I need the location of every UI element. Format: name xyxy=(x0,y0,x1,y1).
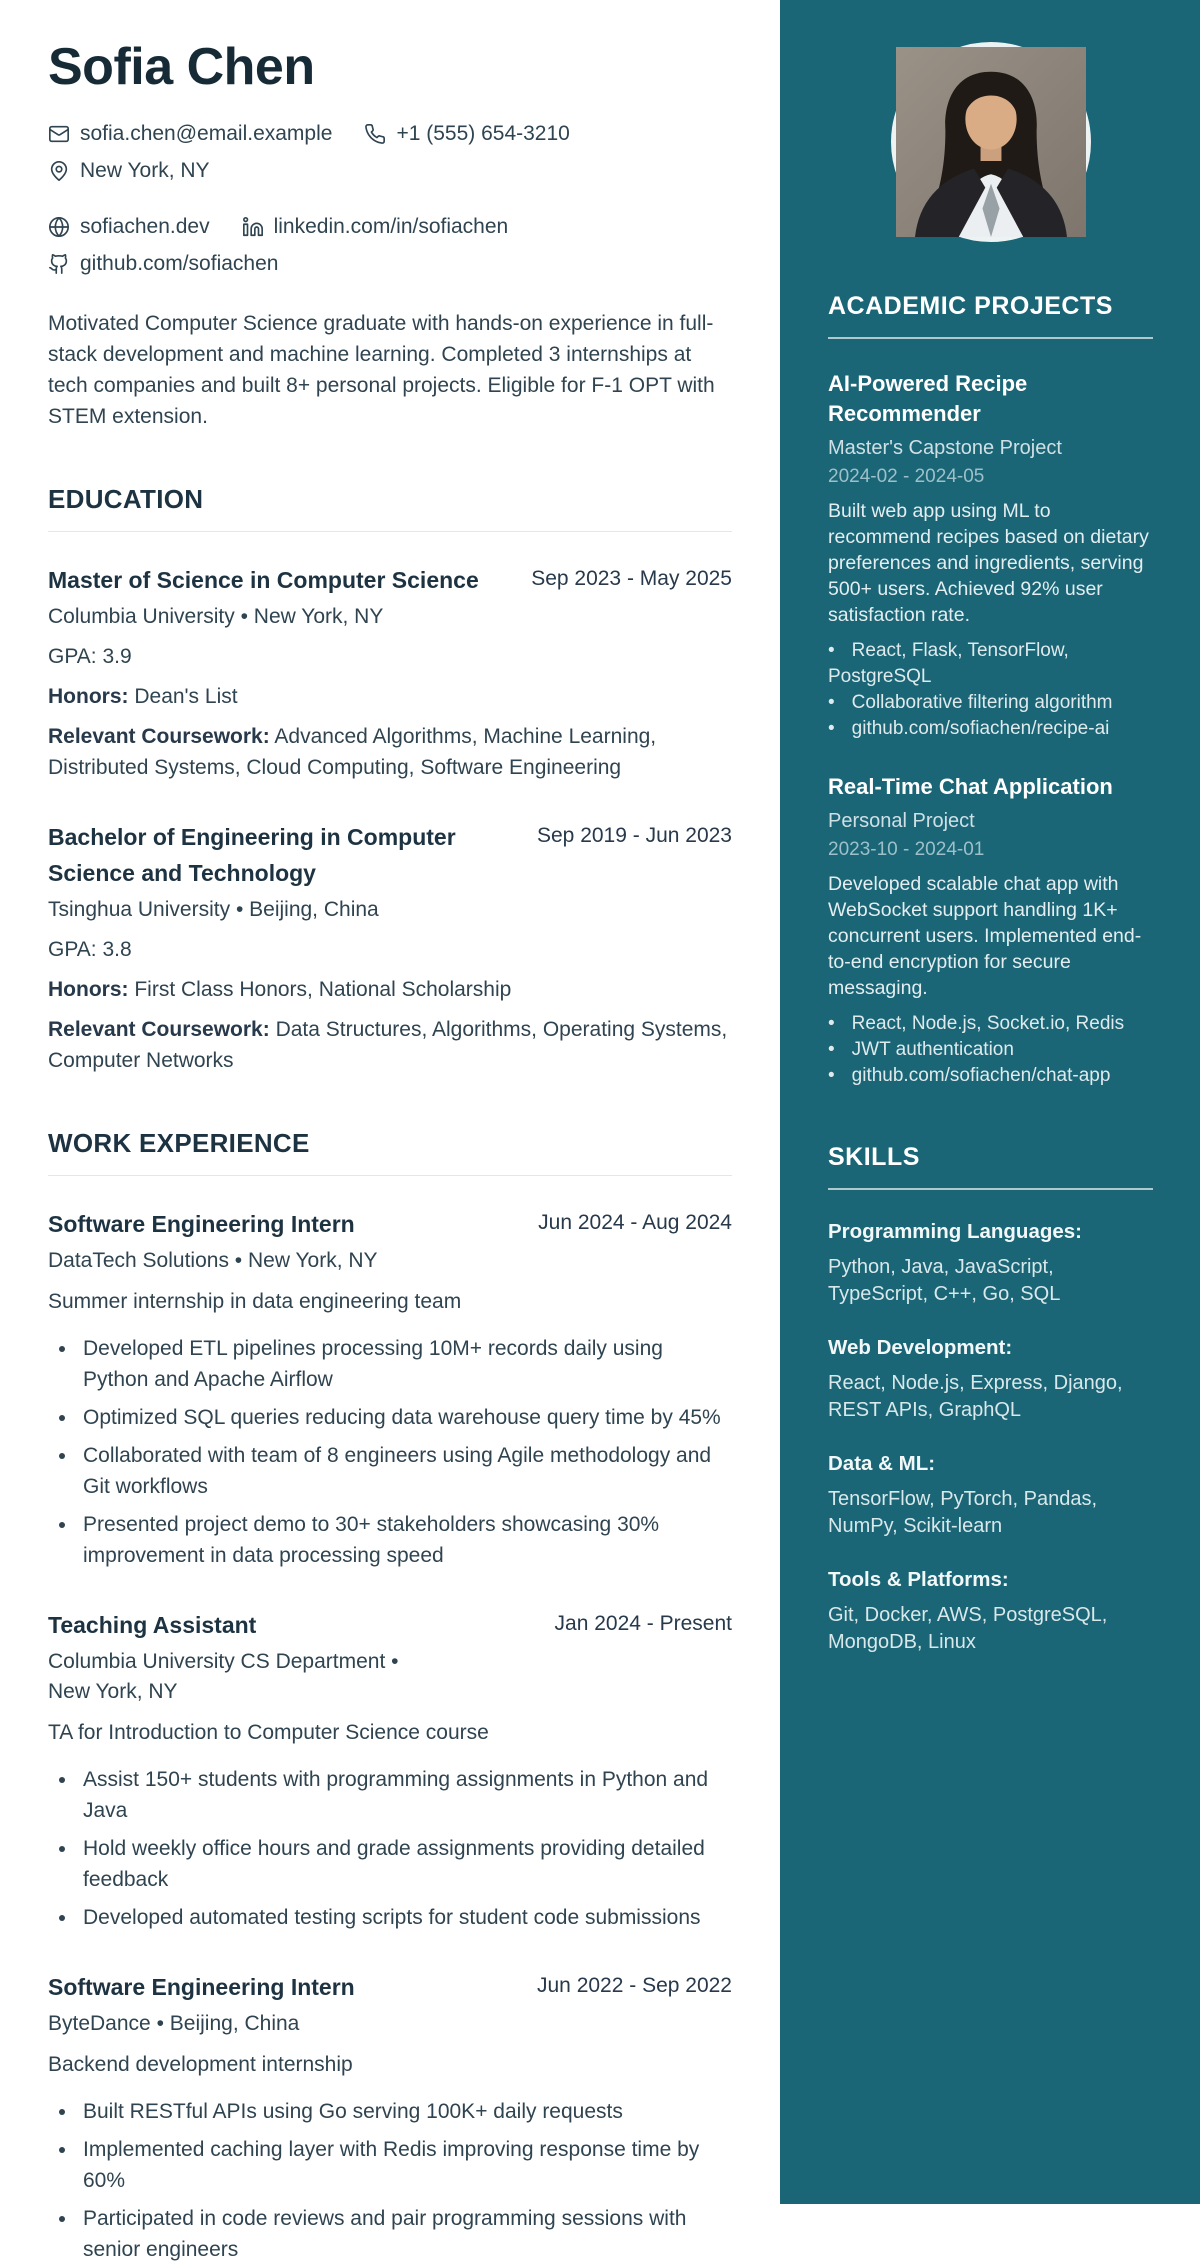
degree-title: Master of Science in Computer Science xyxy=(48,566,479,593)
coursework-label: Relevant Coursework: xyxy=(48,724,270,748)
school-name: Columbia University xyxy=(48,604,235,628)
job-title: Teaching Assistant xyxy=(48,1611,257,1638)
contact-website-text: sofiachen.dev xyxy=(80,214,210,238)
company-name: ByteDance xyxy=(48,2011,151,2035)
company-location: Beijing, China xyxy=(169,2011,300,2035)
job-bullet: • Implemented caching layer with Redis improving response time by 60% xyxy=(78,2134,732,2196)
coursework-label: Relevant Coursework: xyxy=(48,1017,270,1041)
job-summary: Summer internship in data engineering team xyxy=(48,1289,462,1313)
company-line xyxy=(48,2009,732,2039)
contact-email-text: sofia.chen@email.example xyxy=(80,121,333,145)
honors-line xyxy=(48,681,732,712)
contact-linkedin xyxy=(242,215,509,239)
contact-linkedin-text: linkedin.com/in/sofiachen xyxy=(273,214,509,238)
skill-group xyxy=(828,1336,1153,1424)
job-bullets xyxy=(48,2096,732,2265)
contact-location xyxy=(48,159,210,183)
skill-group-label: Programming Languages: xyxy=(828,1220,1083,1243)
job-summary: Backend development internship xyxy=(48,2052,353,2076)
job-bullet: • Assist 150+ students with programming assignments in Python and Java xyxy=(78,1764,732,1826)
dot-separator: • xyxy=(240,604,248,628)
skills-body xyxy=(828,1190,1153,1656)
skills-section xyxy=(828,1143,1153,1656)
phone-icon xyxy=(364,123,386,145)
contact-phone xyxy=(364,122,569,146)
dot-separator: • xyxy=(156,2011,164,2035)
contact-github xyxy=(48,252,278,276)
job-bullet: • Collaborated with team of 8 engineers using Agile methodology and Git workflows xyxy=(78,1440,732,1502)
contact-github-text: github.com/sofiachen xyxy=(80,251,279,275)
project-subtitle: Master's Capstone Project xyxy=(828,437,1062,459)
honors-label: Honors: xyxy=(48,977,129,1001)
contact-phone-text: +1 (555) 654-3210 xyxy=(396,121,570,145)
dot-separator: • xyxy=(235,897,244,921)
honors-value: Dean's List xyxy=(134,684,238,708)
skills-section-title: SKILLS xyxy=(828,1143,1153,1190)
experience-section-title: WORK EXPERIENCE xyxy=(48,1128,732,1176)
company-location: New York, NY xyxy=(48,1679,178,1703)
education-section-title: EDUCATION xyxy=(48,484,732,532)
company-line xyxy=(48,1246,526,1276)
contact-website xyxy=(48,215,210,239)
honors-label: Honors: xyxy=(48,684,129,708)
education-title-row xyxy=(48,562,732,598)
company-location: New York, NY xyxy=(248,1248,378,1272)
dot-separator: • xyxy=(234,1248,243,1272)
project-bullets xyxy=(828,638,1153,742)
job-dates: Jun 2022 - Sep 2022 xyxy=(537,1973,732,1997)
project-bullet: • github.com/sofiachen/recipe-ai xyxy=(828,716,1153,742)
project-bullet: • Collaborative filtering algorithm xyxy=(828,690,1153,716)
coursework-value: Data Structures, Algorithms, Operating Systems, Computer Networks xyxy=(48,1017,728,1072)
school-line xyxy=(48,602,732,632)
coursework-line xyxy=(48,721,732,783)
coursework-value: Advanced Algorithms, Machine Learning, Distributed Systems, Cloud Computing, Software Engineering xyxy=(48,724,657,779)
job-bullet: • Optimized SQL queries reducing data warehouse query time by 45% xyxy=(78,1402,732,1433)
project-subtitle: Personal Project xyxy=(828,810,975,832)
job-bullet: • Developed ETL pipelines processing 10M+ records daily using Python and Apache Airflow xyxy=(78,1333,732,1395)
skill-group xyxy=(828,1220,1153,1308)
gpa-line: GPA: 3.9 xyxy=(48,644,132,668)
project-dates: 2024-02 - 2024-05 xyxy=(828,466,985,487)
map-pin-icon xyxy=(48,160,70,182)
education-item xyxy=(48,562,732,783)
job-title: Software Engineering Intern xyxy=(48,1973,355,2000)
contact-email xyxy=(48,122,332,146)
profile-photo xyxy=(891,42,1091,242)
experience-title-row xyxy=(48,1206,732,1242)
person-name: Sofia Chen xyxy=(48,38,315,96)
project-name: AI-Powered Recipe Recommender xyxy=(828,371,1028,426)
project-bullet: • React, Flask, TensorFlow, PostgreSQL xyxy=(828,638,1153,690)
job-bullet: • Developed automated testing scripts for student code submissions xyxy=(78,1902,732,1933)
projects-section xyxy=(828,339,1153,1089)
profile-summary: Motivated Computer Science graduate with hands-on experience in full-stack development and machine learning. Completed 3 internships at tech companies and built 8+ personal projects. Eligible for F-1 OPT with STEM extension. xyxy=(48,311,715,428)
project-bullet: • github.com/sofiachen/chat-app xyxy=(828,1063,1153,1089)
education-dates: Sep 2019 - Jun 2023 xyxy=(537,823,732,847)
contact-location-text: New York, NY xyxy=(80,158,210,182)
job-bullets xyxy=(48,1764,732,1933)
job-bullet: • Hold weekly office hours and grade assignments providing detailed feedback xyxy=(78,1833,732,1895)
job-title: Software Engineering Intern xyxy=(48,1210,355,1237)
experience-item xyxy=(48,1206,732,1571)
skill-group-value: React, Node.js, Express, Django, REST APIs, GraphQL xyxy=(828,1372,1123,1421)
skill-group-label: Tools & Platforms: xyxy=(828,1568,1009,1591)
dot-separator: • xyxy=(391,1649,399,1673)
job-bullet: • Presented project demo to 30+ stakeholders showcasing 30% improvement in data processing speed xyxy=(78,1509,732,1571)
skill-group-label: Web Development: xyxy=(828,1336,1013,1359)
project-item xyxy=(828,772,1153,1089)
education-section xyxy=(48,532,732,1076)
mail-icon xyxy=(48,123,70,145)
education-dates: Sep 2023 - May 2025 xyxy=(531,566,732,590)
project-bullet: • JWT authentication xyxy=(828,1037,1153,1063)
job-dates: Jun 2024 - Aug 2024 xyxy=(538,1210,732,1234)
contact-row-2 xyxy=(48,159,732,183)
job-dates: Jan 2024 - Present xyxy=(554,1611,732,1635)
job-bullet: • Built RESTful APIs using Go serving 100K+ daily requests xyxy=(78,2096,732,2127)
coursework-line xyxy=(48,1014,732,1076)
project-name: Real-Time Chat Application xyxy=(828,774,1113,799)
job-bullets xyxy=(48,1333,732,1571)
experience-item xyxy=(48,1607,732,1933)
experience-item xyxy=(48,1969,732,2265)
contact-row-3 xyxy=(48,215,732,239)
skill-group xyxy=(828,1568,1153,1656)
skill-group xyxy=(828,1452,1153,1540)
github-icon xyxy=(48,253,70,275)
school-location: Beijing, China xyxy=(249,897,379,921)
school-name: Tsinghua University xyxy=(48,897,231,921)
education-title-row xyxy=(48,819,732,891)
sidebar xyxy=(780,0,1200,2204)
education-item xyxy=(48,819,732,1076)
skill-group-value: TensorFlow, PyTorch, Pandas, NumPy, Scikit-learn xyxy=(828,1488,1098,1537)
projects-section-title: ACADEMIC PROJECTS xyxy=(828,292,1153,339)
company-name: Columbia University CS Department xyxy=(48,1649,386,1673)
honors-line xyxy=(48,974,732,1005)
job-summary: TA for Introduction to Computer Science course xyxy=(48,1720,489,1744)
project-dates: 2023-10 - 2024-01 xyxy=(828,839,985,860)
skill-group-value: Git, Docker, AWS, PostgreSQL, MongoDB, Linux xyxy=(828,1604,1108,1653)
honors-value: First Class Honors, National Scholarship xyxy=(134,977,512,1001)
company-line xyxy=(48,1647,488,1707)
school-location: New York, NY xyxy=(253,604,384,628)
gpa-line: GPA: 3.8 xyxy=(48,937,132,961)
degree-title: Bachelor of Engineering in Computer Science and Technology xyxy=(48,823,456,886)
contact-row-1 xyxy=(48,122,732,146)
skill-group-label: Data & ML: xyxy=(828,1452,936,1475)
project-bullet: • React, Node.js, Socket.io, Redis xyxy=(828,1011,1153,1037)
portrait-illustration xyxy=(896,47,1086,237)
project-item xyxy=(828,369,1153,742)
project-description: Built web app using ML to recommend recipes based on dietary preferences and ingredients, serving 500+ users. Achieved 92% user satisfaction rate. xyxy=(828,500,1149,626)
project-bullets xyxy=(828,1011,1153,1089)
company-name: DataTech Solutions xyxy=(48,1248,229,1272)
project-description: Developed scalable chat app with WebSocket support handling 1K+ concurrent users. Implemented end-to-end encryption for secure messaging. xyxy=(828,873,1142,999)
contact-row-4 xyxy=(48,252,732,276)
job-bullet: • Participated in code reviews and pair programming sessions with senior engineers xyxy=(78,2203,732,2265)
linkedin-icon xyxy=(242,216,264,238)
experience-title-row xyxy=(48,1607,732,1643)
experience-section xyxy=(48,1176,732,2265)
globe-icon xyxy=(48,216,70,238)
experience-title-row xyxy=(48,1969,732,2005)
skill-group-value: Python, Java, JavaScript, TypeScript, C++, Go, SQL xyxy=(828,1256,1061,1305)
school-line xyxy=(48,895,732,925)
